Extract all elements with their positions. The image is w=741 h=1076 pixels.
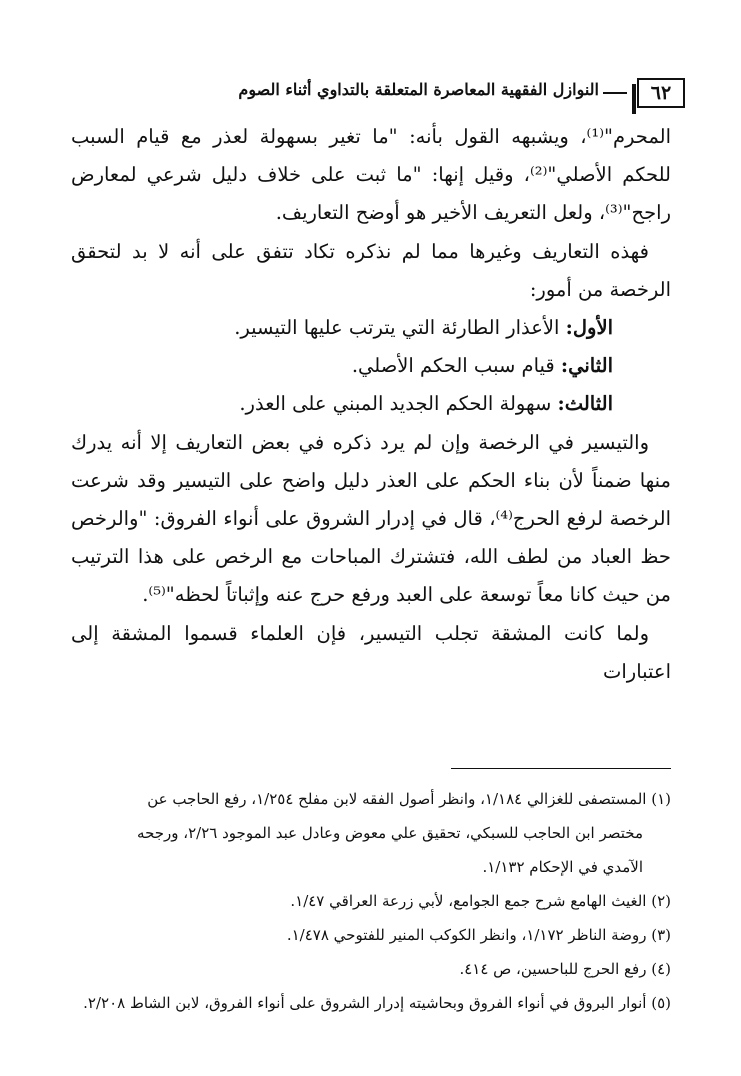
footnote-1-continuation-2: الآمدي في الإحكام ١/١٣٢. xyxy=(482,858,643,876)
page-number: ٦٢ xyxy=(637,78,685,108)
condition-1-lead: الأول: xyxy=(565,316,613,340)
paragraph-4: ولما كانت المشقة تجلب التيسير، فإن العلماء قسموا المشقة إلى اعتبارات xyxy=(71,621,671,683)
header-rule xyxy=(603,92,627,94)
page-header xyxy=(60,78,685,112)
condition-3-lead: الثالث: xyxy=(557,392,613,416)
condition-1-text: الأعذار الطارئة التي يترتب عليها التيسير. xyxy=(234,316,566,340)
paragraph-3: والتيسير في الرخصة وإن لم يرد ذكره في بعض التعاريف إلا أنه يدرك منها ضمناً لأن بناء الحكم على العذر دليل واضح على التيسير وقد شرعت الرخصة لرفع الحرج⁽⁴⁾، قال في إدرار الشروق على أنواء الفروق: "والرخص حظ العباد من لطف الله، فتشترك المباحات مع الرخص على هذا الترتيب من حيث كانا معاً توسعة على العبد ورفع حرج عنه وإثباتاً لحظه"⁽⁵⁾. xyxy=(71,430,671,607)
footnote-3: (٣) روضة الناظر ١/١٧٢، وانظر الكوكب المنير للفتوحي ١/٤٧٨. xyxy=(286,926,671,944)
main-text xyxy=(71,118,671,691)
condition-3-text: سهولة الحكم الجديد المبني على العذر. xyxy=(239,392,558,416)
footnote-1: (١) المستصفى للغزالي ١/١٨٤، وانظر أصول الفقه لابن مفلح ١/٢٥٤، رفع الحاجب عن xyxy=(147,790,671,808)
footnotes xyxy=(67,782,671,1020)
footnote-2: (٢) الغيث الهامع شرح جمع الجوامع، لأبي زرعة العراقي ١/٤٧. xyxy=(290,892,671,910)
paragraph-2: فهذه التعاريف وغيرها مما لم نذكره تكاد تتفق على أنه لا بد لتحقق الرخصة من أمور: xyxy=(71,239,671,301)
footnote-separator xyxy=(451,768,671,769)
condition-2-lead: الثاني: xyxy=(560,354,613,378)
condition-item-3 xyxy=(71,385,671,423)
running-title: النوازل الفقهية المعاصرة المتعلقة بالتداوي أثناء الصوم xyxy=(238,80,599,99)
footnote-5: (٥) أنوار البروق في أنواء الفروق وبحاشيته إدرار الشروق على أنواء الفروق، لابن الشاط ٢/٢٠٨. xyxy=(83,994,671,1012)
footnote-4: (٤) رفع الحرج للباحسين، ص ٤١٤. xyxy=(459,960,671,978)
condition-item-1 xyxy=(71,309,671,347)
condition-item-2 xyxy=(71,347,671,385)
condition-2-text: قيام سبب الحكم الأصلي. xyxy=(351,354,561,378)
footnote-1-continuation: مختصر ابن الحاجب للسبكي، تحقيق علي معوض وعادل عبد الموجود ٢/٢٦، ورجحه xyxy=(137,824,643,842)
paragraph-1: المحرم"⁽¹⁾، ويشبهه القول بأنه: "ما تغير بسهولة لعذر مع قيام السبب للحكم الأصلي"⁽²⁾، وقيل إنها: "ما ثبت على خلاف دليل شرعي لمعارض راجح"⁽³⁾، ولعل التعريف الأخير هو أوضح التعاريف. xyxy=(71,125,671,225)
